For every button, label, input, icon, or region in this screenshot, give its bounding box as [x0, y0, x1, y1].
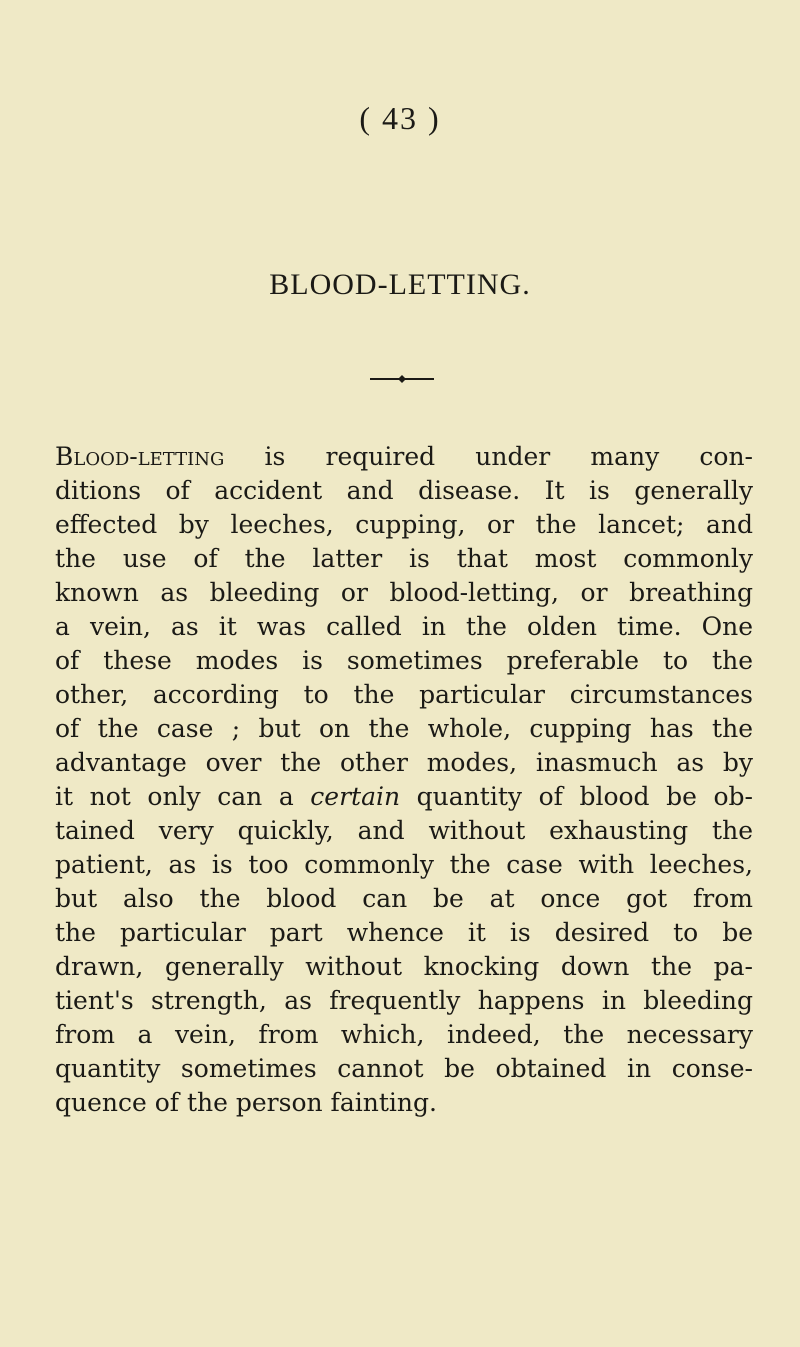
text-line: other, according to the particular circumstances [55, 680, 753, 709]
text-line: effected by leeches, cupping, or the lancet; and [55, 510, 753, 539]
text-line: tained very quickly, and without exhausting the [55, 816, 753, 845]
chapter-heading: BLOOD-LETTING. [269, 268, 531, 301]
text-line: the use of the latter is that most commonly [55, 544, 753, 573]
text-line: of these modes is sometimes preferable to the [55, 646, 753, 675]
text-line: but also the blood can be at once got from [55, 884, 753, 913]
text-line: of the case ; but on the whole, cupping has the [55, 714, 753, 743]
text-fragment: quantity of blood be ob- [400, 782, 753, 811]
page-number: ( 43 ) [359, 100, 441, 136]
text-line: quantity sometimes cannot be obtained in conse- [55, 1054, 753, 1083]
text-line: quence of the person fainting. [55, 1088, 437, 1117]
text-line: known as bleeding or blood-letting, or breathing [55, 578, 753, 607]
text-line: patient, as is too commonly the case with leeches, [55, 850, 753, 879]
lead-words: Blood-letting [55, 442, 225, 471]
text-line [55, 440, 753, 474]
text-line [55, 780, 753, 814]
emphasis-word: certain [310, 782, 401, 811]
body-paragraph [55, 440, 753, 1120]
text-line: drawn, generally without knocking down the pa- [55, 952, 753, 981]
ornament-divider-icon [370, 374, 434, 384]
text-line: tient's strength, as frequently happens in bleeding [55, 986, 753, 1015]
text-line: the particular part whence it is desired to be [55, 918, 753, 947]
text-line: a vein, as it was called in the olden time. One [55, 612, 753, 641]
text-line: from a vein, from which, indeed, the necessary [55, 1020, 753, 1049]
text-line: ditions of accident and disease. It is generally [55, 476, 753, 505]
text-line: advantage over the other modes, inasmuch as by [55, 748, 753, 777]
text-fragment: it not only can a [55, 782, 311, 811]
text-fragment: is required under many con- [224, 442, 753, 471]
